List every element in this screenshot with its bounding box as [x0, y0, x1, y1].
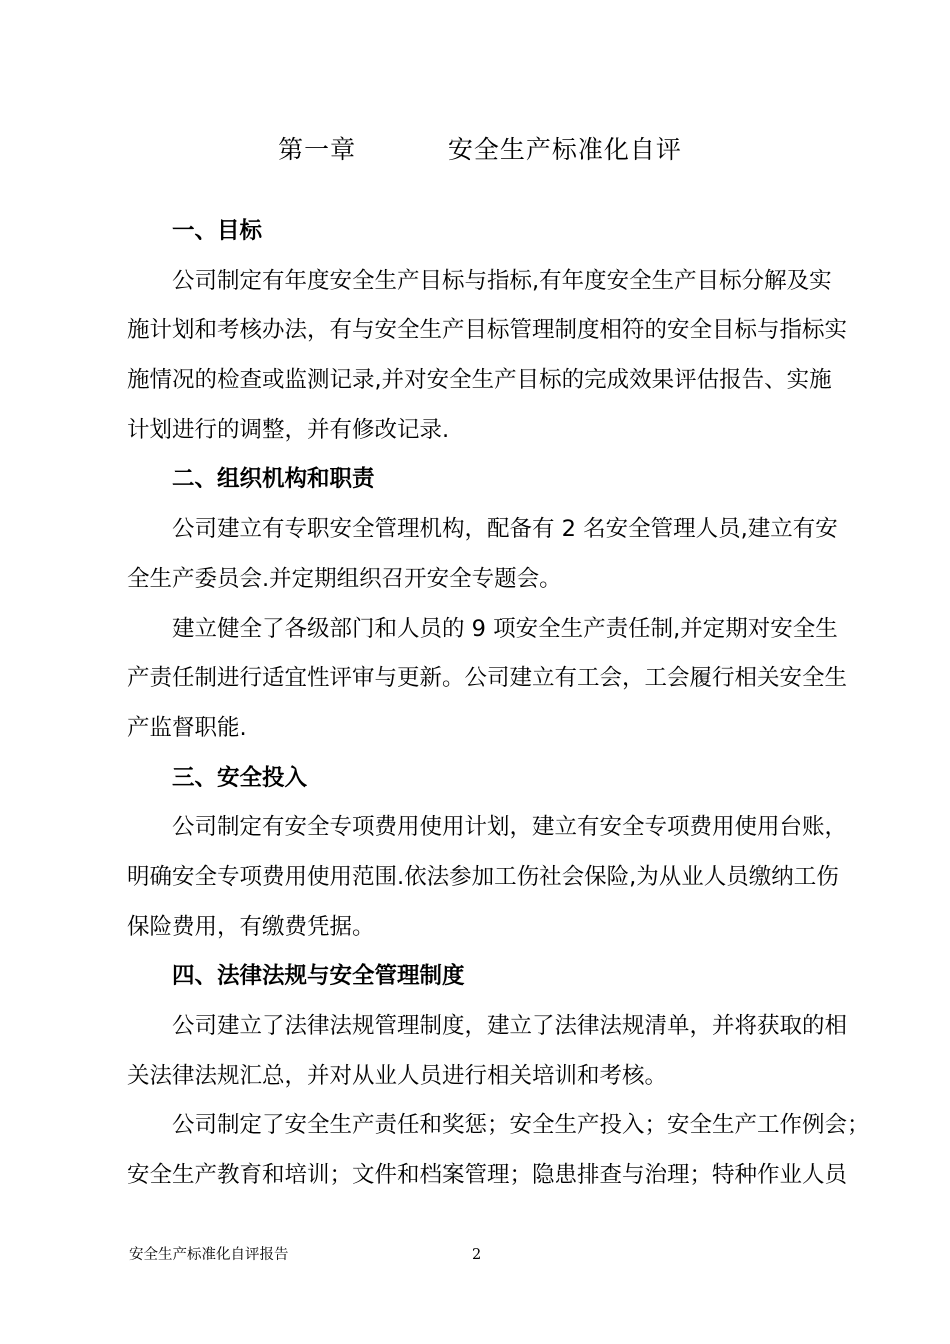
paragraph-line: 安全生产教育和培训；文件和档案管理；隐患排查与治理；特种作业人员 — [127, 1162, 848, 1189]
paragraph-line: 施计划和考核办法，有与安全生产目标管理制度相符的安全目标与指标实 — [127, 317, 848, 344]
paragraph-line: 计划进行的调整，并有修改记录. — [127, 416, 450, 443]
section-heading: 四、法律法规与安全管理制度 — [172, 963, 465, 990]
paragraph-line: 施情况的检查或监测记录,并对安全生产目标的完成效果评估报告、实施 — [127, 367, 832, 394]
paragraph-line: 公司制定有年度安全生产目标与指标,有年度安全生产目标分解及实 — [172, 267, 832, 294]
paragraph-line: 保险费用，有缴费凭据。 — [127, 913, 375, 940]
paragraph-line: 全生产委员会.并定期组织召开安全专题会。 — [127, 565, 562, 592]
page-footer — [129, 1243, 829, 1267]
paragraph-line: 公司建立了法律法规管理制度，建立了法律法规清单，并将获取的相 — [172, 1013, 848, 1039]
paragraph-line: 关法律法规汇总，并对从业人员进行相关培训和考核。 — [127, 1062, 668, 1089]
chapter-title: 第一章 安全生产标准化自评 — [278, 135, 682, 164]
paragraph-line: 产责任制进行适宜性评审与更新。公司建立有工会，工会履行相关安全生 — [127, 665, 848, 692]
paragraph-line: 公司建立有专职安全管理机构，配备有 2 名安全管理人员,建立有安 — [172, 516, 838, 543]
page-number: 2 — [472, 1247, 482, 1263]
section-heading: 二、组织机构和职责 — [172, 466, 375, 493]
footer-title: 安全生产标准化自评报告 — [129, 1247, 289, 1263]
paragraph-line: 明确安全专项费用使用范围.依法参加工伤社会保险,为从业人员缴纳工伤 — [127, 863, 839, 890]
paragraph-line: 产监督职能. — [127, 714, 247, 741]
paragraph-line: 公司制定有安全专项费用使用计划，建立有安全专项费用使用台账， — [172, 814, 848, 841]
document-body — [127, 207, 870, 1201]
paragraph-line: 公司制定了安全生产责任和奖惩；安全生产投入；安全生产工作例会； — [172, 1112, 870, 1139]
paragraph-line: 建立健全了各级部门和人员的 9 项安全生产责任制,并定期对安全生 — [172, 615, 838, 642]
section-heading: 三、安全投入 — [172, 764, 308, 791]
section-heading: 一、目标 — [172, 218, 263, 244]
